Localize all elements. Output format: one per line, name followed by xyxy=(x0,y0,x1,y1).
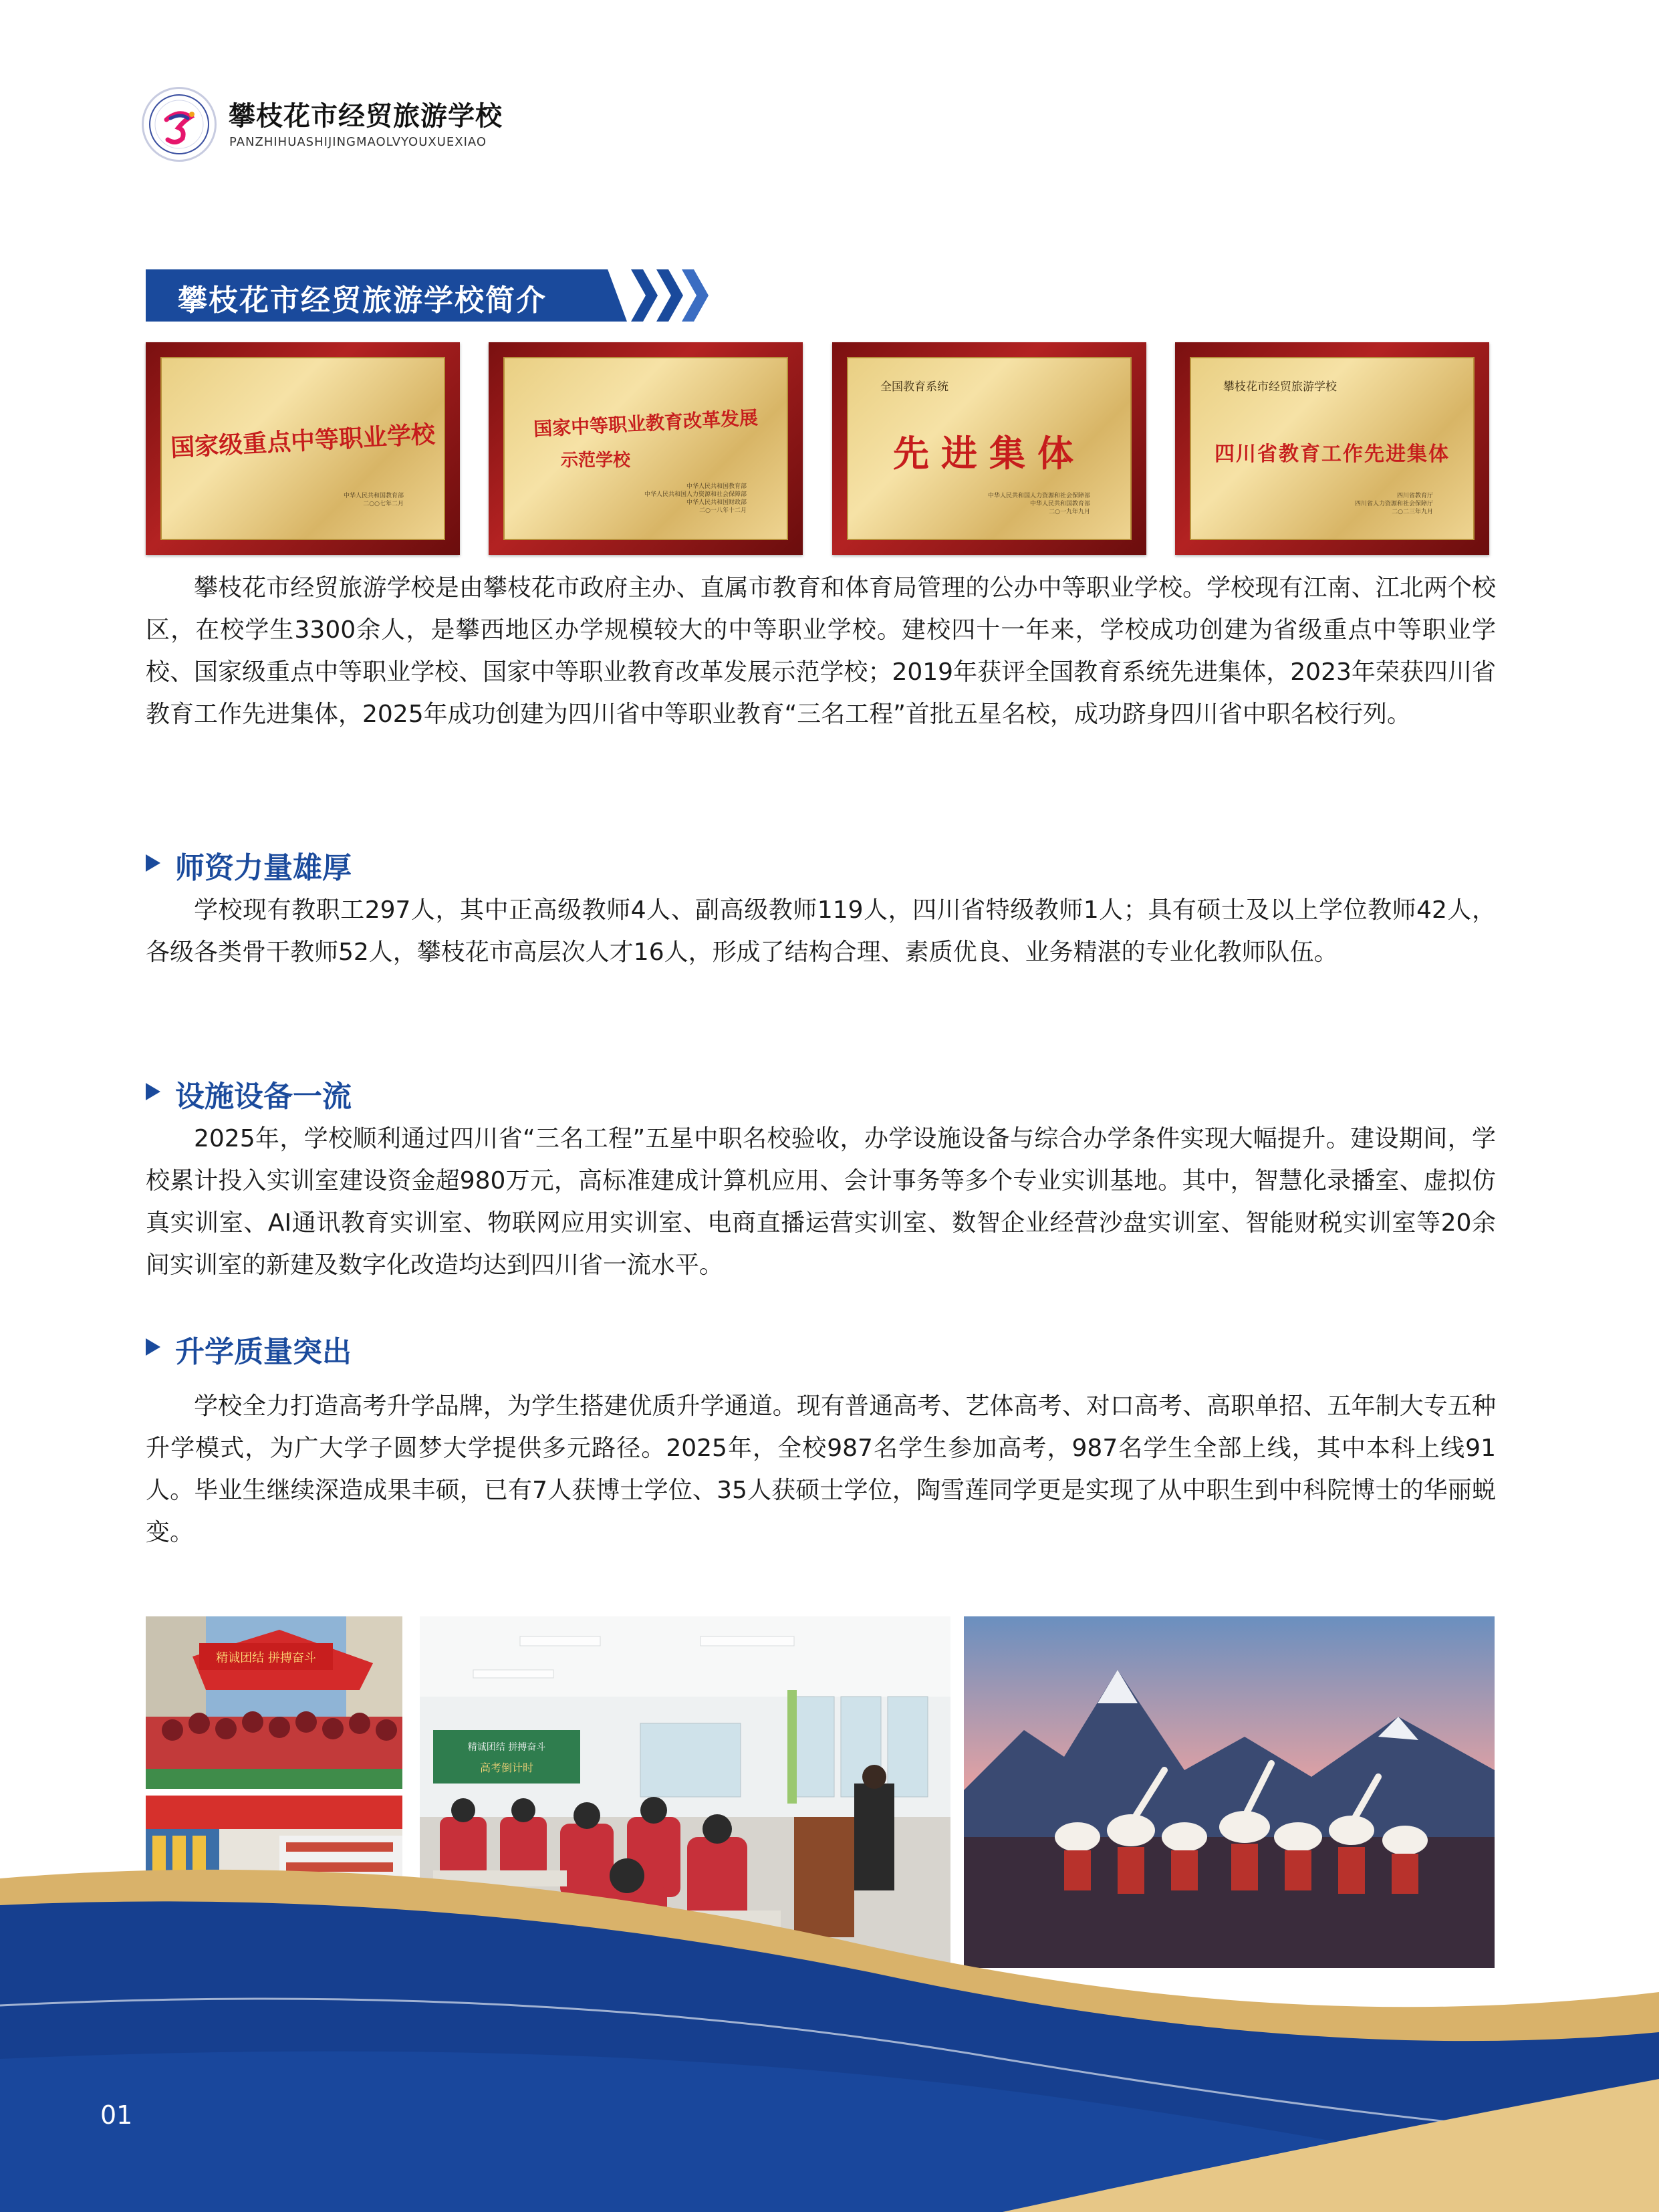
chevron-right-icon xyxy=(631,269,658,322)
photo-student-celebration xyxy=(146,1616,402,1789)
section-title: 升学质量突出 xyxy=(175,1335,352,1369)
school-name: 攀枝花市经贸旅游学校 xyxy=(229,101,503,132)
intro-paragraph: 攀枝花市经贸旅游学校是由攀枝花市政府主办、直属市教育和体育局管理的公办中等职业学校。学校现有江南、江北两个校区，在校学生3300余人，是攀西地区办学规模较大的中等职业学校。建校四十一年来，学校成功创建为省级重点中等职业学校、国家级重点中等职业学校、国家中等职业教育改革发展示范学校；2019年获评全国教育系统先进集体，2023年荣获四川省教育工作先进集体，2025年成功创建为四川省中等职业教育“三名工程”首批五星名校，成功跻身四川省中职名校行列。 xyxy=(146,574,1496,728)
section-title: 设施设备一流 xyxy=(175,1080,352,1114)
section-body: 学校现有教职工297人，其中正高级教师4人、副高级教师119人，四川省特级教师1人；具有硕士及以上学位教师42人，各级各类骨干教师52人，攀枝花市高层次人才16人，形成了结构合理、素质优良、业务精湛的专业化教师队伍。 xyxy=(146,896,1496,966)
plaque-subtitle: 示范学校 xyxy=(560,451,630,471)
plaque-header: 全国教育系统 xyxy=(880,380,948,394)
intro-banner-title: 攀枝花市经贸旅游学校简介 xyxy=(178,283,547,318)
section-title: 师资力量雄厚 xyxy=(175,851,352,885)
section-body: 2025年，学校顺利通过四川省“三名工程”五星中职名校验收，办学设施设备与综合办学条件实现大幅提升。建设期间，学校累计投入实训室建设资金超980万元，高标准建成计算机应用、会计事务等多个专业实训基地。其中，智慧化录播室、虚拟仿真实训室、AI通讯教育实训室、物联网应用实训室、电商直播运营实训室、数智企业经营沙盘实训室、智能财税实训室等20余间实训室的新建及数字化改造均达到四川省一流水平。 xyxy=(146,1125,1496,1279)
plaque-issuer: 中华人民共和国教育部 中华人民共和国人力资源和社会保障部 中华人民共和国财政部 二○一八年十二月 xyxy=(644,483,747,514)
plaque-issuer: 中华人民共和国人力资源和社会保障部 中华人民共和国教育部 二○一九年九月 xyxy=(987,493,1090,515)
school-logo xyxy=(142,87,217,162)
plaque-title: 国家级重点中等职业学校 xyxy=(170,420,436,463)
award-plaque xyxy=(1175,342,1489,555)
chalkboard-title: 精诚团结 拼搏奋斗 xyxy=(467,1742,546,1753)
page-number: 01 xyxy=(100,2100,133,2130)
plaque-header: 攀枝花市经贸旅游学校 xyxy=(1223,380,1337,394)
triangle-bullet-icon xyxy=(146,1083,160,1100)
school-logo-emblem-icon xyxy=(144,89,215,160)
celebration-banner-text: 精诚团结 拼搏奋斗 xyxy=(216,1651,316,1665)
plaque-issuer: 四川省教育厅 四川省人力资源和社会保障厅 二○二三年九月 xyxy=(1354,493,1433,515)
chevron-right-icon xyxy=(682,269,709,322)
award-plaque xyxy=(832,342,1146,555)
award-plaque xyxy=(489,342,803,555)
plaque-title: 先进集体 xyxy=(893,432,1086,475)
section-body: 学校全力打造高考升学品牌，为学生搭建优质升学通道。现有普通高考、艺体高考、对口高考、高职单招、五年制大专五种升学模式，为广大学子圆梦大学提供多元路径。2025年，全校987名学生参加高考，987名学生全部上线，其中本科上线91人。毕业生继续深造成果丰硕，已有7人获博士学位、35人获硕士学位，陶雪莲同学更是实现了从中职生到中科院博士的华丽蜕变。 xyxy=(146,1392,1496,1546)
footer-wave-decoration xyxy=(0,1858,1659,2212)
triangle-bullet-icon xyxy=(146,1338,160,1356)
plaque-issuer: 中华人民共和国教育部 二○○七年二月 xyxy=(343,493,404,507)
chevron-right-icon xyxy=(656,269,683,322)
plaque-title: 国家中等职业教育改革发展 xyxy=(533,406,759,441)
chalkboard-countdown: 高考倒计时 xyxy=(479,1761,534,1774)
school-pinyin: PANZHIHUASHIJINGMAOLVYOUXUEXIAO xyxy=(229,135,487,149)
plaque-title: 四川省教育工作先进集体 xyxy=(1215,443,1450,466)
triangle-bullet-icon xyxy=(146,854,160,872)
